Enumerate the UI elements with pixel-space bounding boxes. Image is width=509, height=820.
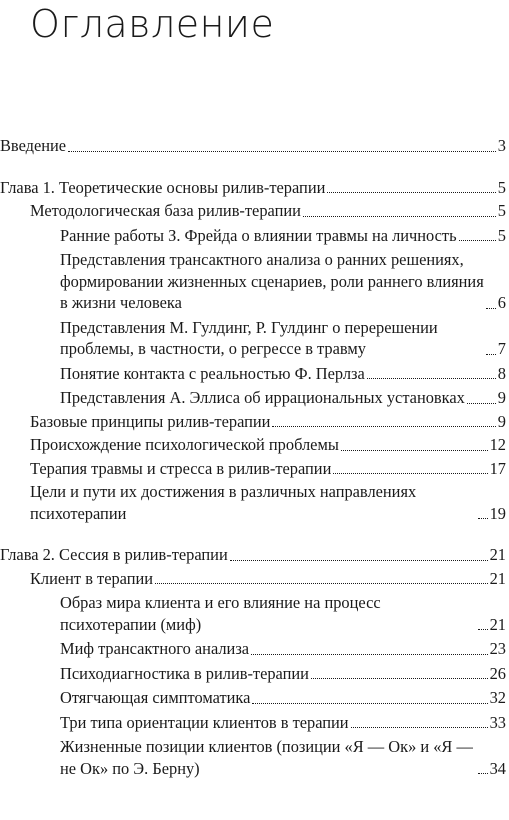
toc-entry[interactable]: [0, 638, 506, 660]
toc-entry[interactable]: [0, 687, 506, 709]
toc-entry-page-number: 26: [489, 663, 506, 683]
toc-entry-title: Отягчающая симптоматика: [60, 688, 251, 707]
toc-entry[interactable]: [0, 200, 506, 222]
toc-entry[interactable]: [0, 411, 506, 433]
dot-leader: [252, 703, 487, 704]
toc-entry-page-number: 33: [489, 712, 506, 732]
toc-entry-title: Жизненные позиции клиентов (позиции «Я — Ок» и «Я — не Ок» по Э. Берну): [60, 737, 473, 778]
toc-entry-title: Понятие контакта с реальностью Ф. Перлза: [60, 363, 365, 383]
dot-leader: [230, 560, 488, 561]
dot-leader: [341, 450, 488, 451]
toc-entry-title: Цели и пути их достижения в различных направлениях психотерапии: [30, 482, 417, 523]
toc-entry-page-number: 3: [497, 136, 506, 155]
toc-entry-page-number: 34: [489, 758, 506, 778]
dot-leader: [251, 654, 488, 655]
dot-leader: [478, 629, 488, 630]
toc-entry-page-number: 17: [489, 458, 506, 478]
toc-entry-title: Миф трансактного анализа: [60, 639, 250, 658]
toc-entry[interactable]: [0, 544, 506, 566]
toc-entry[interactable]: [0, 663, 506, 685]
toc-entry-title: Происхождение психологической проблемы: [30, 435, 339, 454]
dot-leader: [68, 151, 496, 152]
toc-entry[interactable]: [0, 363, 506, 385]
toc-entry-title: Базовые принципы рилив-терапии: [30, 411, 271, 431]
toc-entry[interactable]: [0, 249, 506, 314]
dot-leader: [272, 426, 495, 427]
toc-entry[interactable]: [0, 568, 506, 590]
toc-entry-page-number: 9: [497, 411, 506, 431]
toc-entry[interactable]: [0, 317, 506, 360]
toc-entry-title: Три типа ориентации клиентов в терапии: [60, 712, 349, 732]
toc-entry-title: Введение: [0, 136, 67, 155]
toc-entry-title: Представления А. Эллиса об иррациональных установках: [60, 388, 465, 407]
toc-entry-title: Представления трансактного анализа о ранних решениях, формировании жизненных сценариев, роли раннего влияния в жизни человека: [60, 250, 484, 312]
toc-entry-title: Психодиагностика в рилив-терапии: [60, 663, 309, 683]
dot-leader: [467, 403, 496, 404]
toc-entry[interactable]: [0, 736, 506, 779]
toc-entry-page-number: 5: [497, 201, 506, 220]
toc-entry-page-number: 7: [497, 339, 506, 358]
toc-entry[interactable]: [0, 481, 506, 524]
toc-entry-page-number: 8: [497, 363, 506, 383]
toc-entry[interactable]: [0, 712, 506, 734]
toc-entry-page-number: 21: [489, 614, 506, 634]
toc-entry[interactable]: [0, 592, 506, 635]
toc-entry[interactable]: [0, 434, 506, 456]
dot-leader: [486, 308, 496, 309]
toc-entry-title: Терапия травмы и стресса в рилив-терапии: [30, 458, 332, 478]
toc-entry[interactable]: [0, 177, 506, 199]
dot-leader: [478, 518, 488, 519]
page-title: Оглавление: [30, 2, 275, 46]
toc-entry-title: Методологическая база рилив-терапии: [30, 201, 301, 220]
toc-entry-page-number: 12: [489, 435, 506, 454]
dot-leader: [155, 583, 488, 584]
dot-leader: [367, 378, 496, 379]
dot-leader: [459, 240, 496, 241]
toc-entry-page-number: 23: [489, 639, 506, 658]
toc-entry-title: Ранние работы З. Фрейда о влиянии травмы на личность: [60, 225, 457, 245]
dot-leader: [303, 216, 496, 217]
toc-entry[interactable]: [0, 135, 506, 157]
toc-entry-title: Клиент в терапии: [30, 568, 154, 588]
toc-entry-page-number: 19: [489, 503, 506, 523]
dot-leader: [486, 354, 496, 355]
toc-entry[interactable]: [0, 225, 506, 247]
toc-entry[interactable]: [0, 458, 506, 480]
dot-leader: [478, 773, 488, 774]
toc-entry-page-number: 5: [497, 225, 506, 245]
toc-entry-title: Глава 1. Теоретические основы рилив-терапии: [0, 177, 326, 197]
toc-entry-page-number: 6: [497, 293, 506, 312]
toc-entry[interactable]: [0, 387, 506, 409]
toc-entry-title: Образ мира клиента и его влияние на процесс психотерапии (миф): [60, 593, 381, 634]
dot-leader: [327, 192, 495, 193]
table-of-contents: [0, 133, 506, 779]
dot-leader: [311, 678, 488, 679]
toc-entry-page-number: 9: [497, 388, 506, 407]
toc-entry-page-number: 32: [489, 688, 506, 707]
toc-entry-page-number: 5: [497, 177, 506, 197]
dot-leader: [333, 473, 487, 474]
dot-leader: [351, 727, 488, 728]
toc-entry-title: Глава 2. Сессия в рилив-терапии: [0, 545, 228, 564]
toc-entry-title: Представления М. Гулдинг, Р. Гулдинг о перерешении проблемы, в частности, о регрессе в травму: [60, 317, 438, 358]
toc-entry-page-number: 21: [489, 545, 506, 564]
toc-entry-page-number: 21: [489, 568, 506, 588]
